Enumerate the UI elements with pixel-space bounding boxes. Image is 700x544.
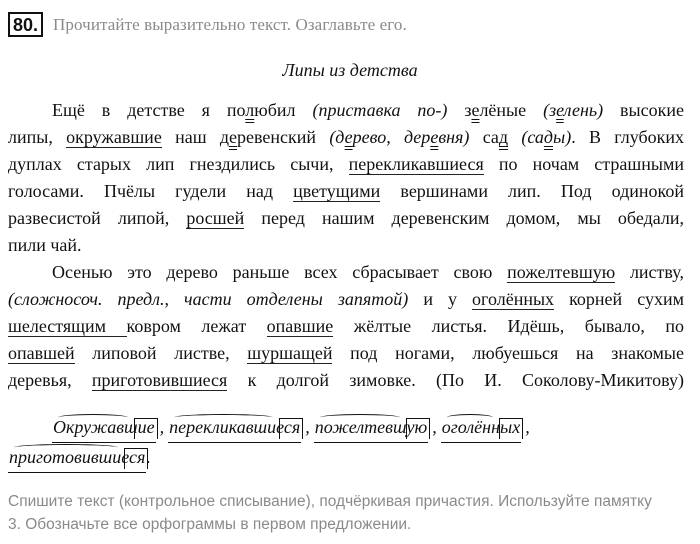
text-line-1 [8,97,684,124]
participle: опавшей [8,343,75,363]
participle: окружавшие [66,127,162,147]
comma: , [305,417,310,437]
text-line-6: пили чай. [8,235,82,255]
participle: оголённых [472,289,555,309]
text-span: корней сухим [554,289,684,309]
text-line-2 [8,124,684,151]
participle: шелестящим [8,316,127,336]
text-span: лёные [479,100,544,120]
participle: шуршащей [247,343,333,363]
text-span: деревья, [8,370,92,390]
footer-line-1: Спишите текст (контрольное списывание), подчёркивая причастия. Используйте памятку [8,493,652,510]
note: (з [543,100,557,120]
text-span: голосами. Пчёлы гудели над [8,181,294,201]
orthogram: д [498,127,509,147]
orthogram: д [543,127,553,147]
note: лень) [563,100,604,120]
text-span: наш д [161,127,230,147]
comma: , [159,417,165,437]
text-line-9 [8,313,684,340]
participle: приготовившиеся [91,370,228,390]
text-line-10 [8,340,684,367]
orthogram: е [556,100,564,120]
note: (д [329,127,345,147]
note: (са [521,127,544,147]
text-span: липы, [8,127,67,147]
task-footer [8,490,688,536]
text-span: и у [408,289,473,309]
analysis-row-2 [8,442,534,472]
exercise-instruction: Прочитайте выразительно текст. Озаглавьте его. [53,14,407,34]
orthogram: е [430,127,439,147]
analyzed-word: приготовившиеся [8,442,146,473]
participle: перекликавшиеся [348,154,484,174]
text-span: са [469,127,499,147]
text-line-3 [8,151,684,178]
participle: пожелтевшую [507,262,616,282]
text-line-4 [8,178,684,205]
text-span: высокие [603,100,684,120]
morpheme-analysis [8,412,534,472]
orthogram: л [245,100,255,120]
text-span: ревенский [237,127,330,147]
text-span: вершинами лип. Под одинокой [380,181,684,201]
text-line-7 [8,259,684,286]
text-span: перед нашим деревенским домом, мы обедали, [244,208,684,228]
participle: цветущими [293,181,381,201]
text-span: листву, [615,262,684,282]
analyzed-word: Окружавшие [52,412,156,443]
note: (приставка по-) [312,100,448,120]
text-span: з [447,100,472,120]
text-span: жёлтые листья. Идёшь, бывало, по [333,316,684,336]
participle: росшей [186,208,245,228]
text-span: юбил [254,100,313,120]
text-span: развесистой липой, [8,208,187,228]
text-title: Липы из детства [282,60,418,80]
text-span: по ночам страшными [483,154,684,174]
participle: опавшие [266,316,334,336]
text-span: дуплах старых лип гнездились сычи, [8,154,349,174]
orthogram: е [344,127,353,147]
comma: , [432,417,437,437]
note: рево, дер [352,127,431,147]
analysis-row-1 [8,412,534,442]
text-span: Ещё в детстве я по [52,100,246,120]
note: ы) [553,127,572,147]
text-line-11 [8,367,684,394]
text-span: . В глубоких [571,127,684,147]
text-span: под ногами, любуешься на знакомые [332,343,684,363]
period: . [146,447,151,467]
footer-line-2: 3. Обозначьте все орфограммы в первом предложении. [8,516,412,533]
main-text [8,97,684,394]
orthogram: е [471,100,480,120]
text-span [508,127,521,147]
analyzed-word: перекликавшиеся [168,412,301,443]
text-line-8 [8,286,684,313]
note: вня) [438,127,470,147]
exercise-number: 80. [8,12,43,37]
text-span: липовой листве, [74,343,248,363]
text-span: к долгой зимовке. (По И. Соколову-Микитову) [227,370,684,390]
text-line-5 [8,205,684,232]
analyzed-word: оголённых [441,412,521,443]
note: (сложносоч. предл., части отделены запятой) [8,289,409,309]
text-span: Осенью это дерево раньше всех сбрасывает свою [52,262,508,282]
text-span: ковром лежат [126,316,267,336]
exercise-header [8,12,407,37]
analyzed-word: пожелтевшую [314,412,429,443]
orthogram: е [229,127,238,147]
comma: , [525,417,530,437]
